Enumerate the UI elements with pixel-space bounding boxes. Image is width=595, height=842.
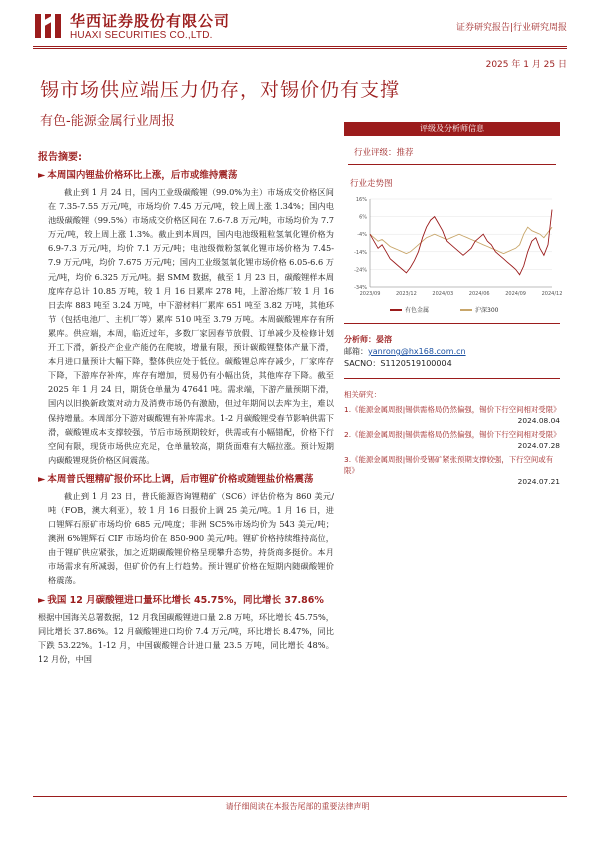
related-report-date: 2024.07.21 bbox=[517, 477, 560, 486]
series-line-csi300 bbox=[370, 227, 552, 253]
y-tick-label: 16% bbox=[355, 197, 367, 203]
y-tick-label: 6% bbox=[359, 214, 367, 221]
section-heading-lithium-salt: ► 本周国内锂盐价格环比上涨，后市或维持震荡 bbox=[38, 170, 238, 181]
y-tick-label: -14% bbox=[354, 249, 367, 256]
section-paragraph-lithium-ore: 截止到 1 月 23 日，普氏能源咨询锂精矿（SC6）评估价格为 860 美元/吨（FOB，澳大利亚），较 1 月 16 日报价上调 25 美元/吨。1 月 16 日，进口锂辉石原矿市场均价 685 元/吨度；非洲 SC5%市场均价为 543 美元/吨；澳洲 6%锂辉石 CIF 市场均价在 850-900 美元/吨。锂矿价格持续维持高位，由于锂矿供应紧张，加之近期碳酸锂价格呈现攀升态势，持货商多挺价。本月市场需求有所减弱，但矿价仍有上行趋势。预计锂矿价格在短期内随碳酸锂价格震荡。 bbox=[48, 490, 334, 586]
trend-chart bbox=[344, 193, 563, 303]
related-report-link[interactable]: 1.《能源金属周报|锡供需格局仍然偏强，锡价下行空间相对受限》 bbox=[344, 405, 561, 414]
y-tick-label: -34% bbox=[354, 285, 367, 291]
x-tick-label: 2024/12 bbox=[541, 291, 563, 297]
legend-item-csi300: 沪深300 bbox=[460, 305, 498, 314]
report-title: 锡市场供应端压力仍存，对锡价仍有支撑 bbox=[40, 79, 401, 101]
analyst-info bbox=[344, 324, 560, 370]
arrow-icon: ► bbox=[38, 594, 46, 606]
section-heading-lithium-ore: ► 本周普氏锂精矿报价环比上调，后市锂矿价格或随锂盐价格震荡 bbox=[38, 473, 314, 485]
company-name-cn: 华西证券股份有限公司 bbox=[70, 12, 231, 30]
summary-heading: 报告摘要: bbox=[38, 152, 82, 163]
footer-divider bbox=[33, 796, 567, 797]
x-tick-label: 2024/09 bbox=[505, 291, 526, 297]
section-paragraph-lithium-salt: 截止到 1 月 24 日，国内工业级碳酸锂（99.0%为主）市场成交价格区间在 7.35-7.55 万元/吨，市场均价 7.45 万元/吨，较上周上涨 1.34%；国内电池级碳酸锂（99.5%）市场成交价格区间在 7.6-7.8 万元/吨，市场均价为 7.7 万元/吨，较上周上涨 1.3%。截止到本周四，国内电池级粗粒氢氧化锂价格为 6.9-7.3 万元/吨，均价 7.1 万元/吨；电池级微粉氢氧化锂市场价格为 7.45-7.9 万元/吨，均价 7.675 万元/吨；国内工业级氢氧化锂市场价格 6.05-6.6 万元/吨，均价 6.325 万元/吨。据 SMM 数据，截至 1 月 23 日，碳酸锂样本周度库存总计 10.85 万吨，较 1 月 16 日累库 278 吨，上游冶炼厂较 1 月 16 日去库 883 吨至 3.24 万吨，中下游材料厂累库 651 吨至 3.82 万吨，其他环节（包括电池厂、主机厂等）累库 510 吨至 3.79 万吨。本周碳酸锂库存有所累库。供应端，本周，临近过年，多数厂家因春节放假、订单减少及检修计划开工下滑，新投产企业产能仍在爬坡，增量有限，预计碳酸锂整体产量下滑，本月进口量预计大幅下降，整体供应处于低位。碳酸锂总库存减少，厂家库存下降，下游库存补库，库存有增加，贸易仍有小幅出货，其他库存下降。截至 2025 年 1 月 24 日，期货仓单量为 47641 吨。需求端，下游产量预期下滑，国内以旧换新政策对动力及消费市场仍有激励，但过年期间以去库为主，难以保持增量。本周部分下游对碳酸锂有补库需求。1-2 月碳酸锂受春节影响供需下滑，碳酸锂成本支撑较强，节后市场预期较好，供需或有小幅错配，价格下行空间有限，现货市场供应充足，仓单量较高，期货面难有大幅拉涨。预计短期内碳酸锂现货价格区间震荡。 bbox=[48, 187, 334, 465]
analyst-line: 分析师：晏溶 bbox=[344, 335, 392, 344]
x-tick-label: 2023/09 bbox=[359, 291, 381, 297]
company-name-en: HUAXI SECURITIES CO.,LTD. bbox=[70, 30, 213, 41]
summary-column bbox=[38, 148, 334, 666]
header-divider-2 bbox=[33, 48, 567, 49]
x-tick-label: 2024/06 bbox=[468, 291, 490, 297]
email-line: 邮箱：yanrong@hx168.com.cn bbox=[344, 347, 466, 356]
legend-item-nonferrous: 有色金属 bbox=[390, 305, 429, 314]
report-subtitle: 有色-能源金属行业周报 bbox=[40, 114, 175, 129]
related-research-heading: 相关研究： bbox=[344, 390, 381, 399]
footer-disclaimer: 请仔细阅读在本报告尾部的重要法律声明 bbox=[225, 802, 370, 811]
industry-rating: 行业评级：推荐 bbox=[354, 148, 414, 158]
rating-box-title: 评级及分析师信息 bbox=[344, 122, 560, 136]
sac-number: SACNO：S1120519100004 bbox=[344, 359, 452, 368]
analyst-name: 晏溶 bbox=[376, 335, 392, 344]
report-date: 2025 年 1 月 25 日 bbox=[485, 60, 567, 70]
header-divider bbox=[33, 46, 567, 47]
analyst-email-link[interactable]: yanrong@hx168.com.cn bbox=[368, 347, 466, 356]
related-research bbox=[344, 379, 560, 487]
legend-swatch bbox=[390, 309, 402, 311]
report-type: 证券研究报告|行业研究周报 bbox=[455, 23, 567, 33]
related-report-link[interactable]: 3.《能源金属周报|锡价受锡矿紧张预期支撑较强，下行空间或有限》 bbox=[344, 455, 554, 475]
related-report-date: 2024.08.04 bbox=[517, 416, 560, 425]
chart-legend bbox=[344, 303, 560, 317]
arrow-icon: ► bbox=[38, 170, 46, 181]
section-paragraph-import: 根据中国海关总署数据，12 月我国碳酸锂进口量 2.8 万吨，环比增长 45.75%，同比增长 37.86%。12 月碳酸锂进口均价 7.4 万元/吨，环比增长 8.47%，同比下跌 53.22%。1-12 月，中国碳酸锂合计进口量 23.5 万吨，同比增长 48%。12 月份，中国 bbox=[38, 611, 334, 664]
section-heading-import: ► 我国 12 月碳酸锂进口量环比增长 45.75%，同比增长 37.86% bbox=[38, 594, 324, 606]
trend-chart-svg bbox=[344, 193, 563, 303]
series-line-nonferrous bbox=[370, 210, 552, 275]
huaxi-logo-icon bbox=[33, 12, 63, 40]
related-report-link[interactable]: 2.《能源金属周报|锡供需格局仍然偏强，锡价下行空间相对受限》 bbox=[344, 430, 561, 439]
legend-swatch bbox=[460, 309, 472, 311]
y-tick-label: -4% bbox=[357, 232, 367, 239]
sidebar bbox=[344, 122, 563, 490]
related-report-date: 2024.07.28 bbox=[517, 441, 560, 450]
x-tick-label: 2023/12 bbox=[396, 291, 417, 297]
y-tick-label: -24% bbox=[354, 267, 367, 274]
x-tick-label: 2024/03 bbox=[432, 291, 454, 297]
trend-chart-title: 行业走势图 bbox=[350, 179, 393, 189]
arrow-icon: ► bbox=[38, 473, 46, 485]
